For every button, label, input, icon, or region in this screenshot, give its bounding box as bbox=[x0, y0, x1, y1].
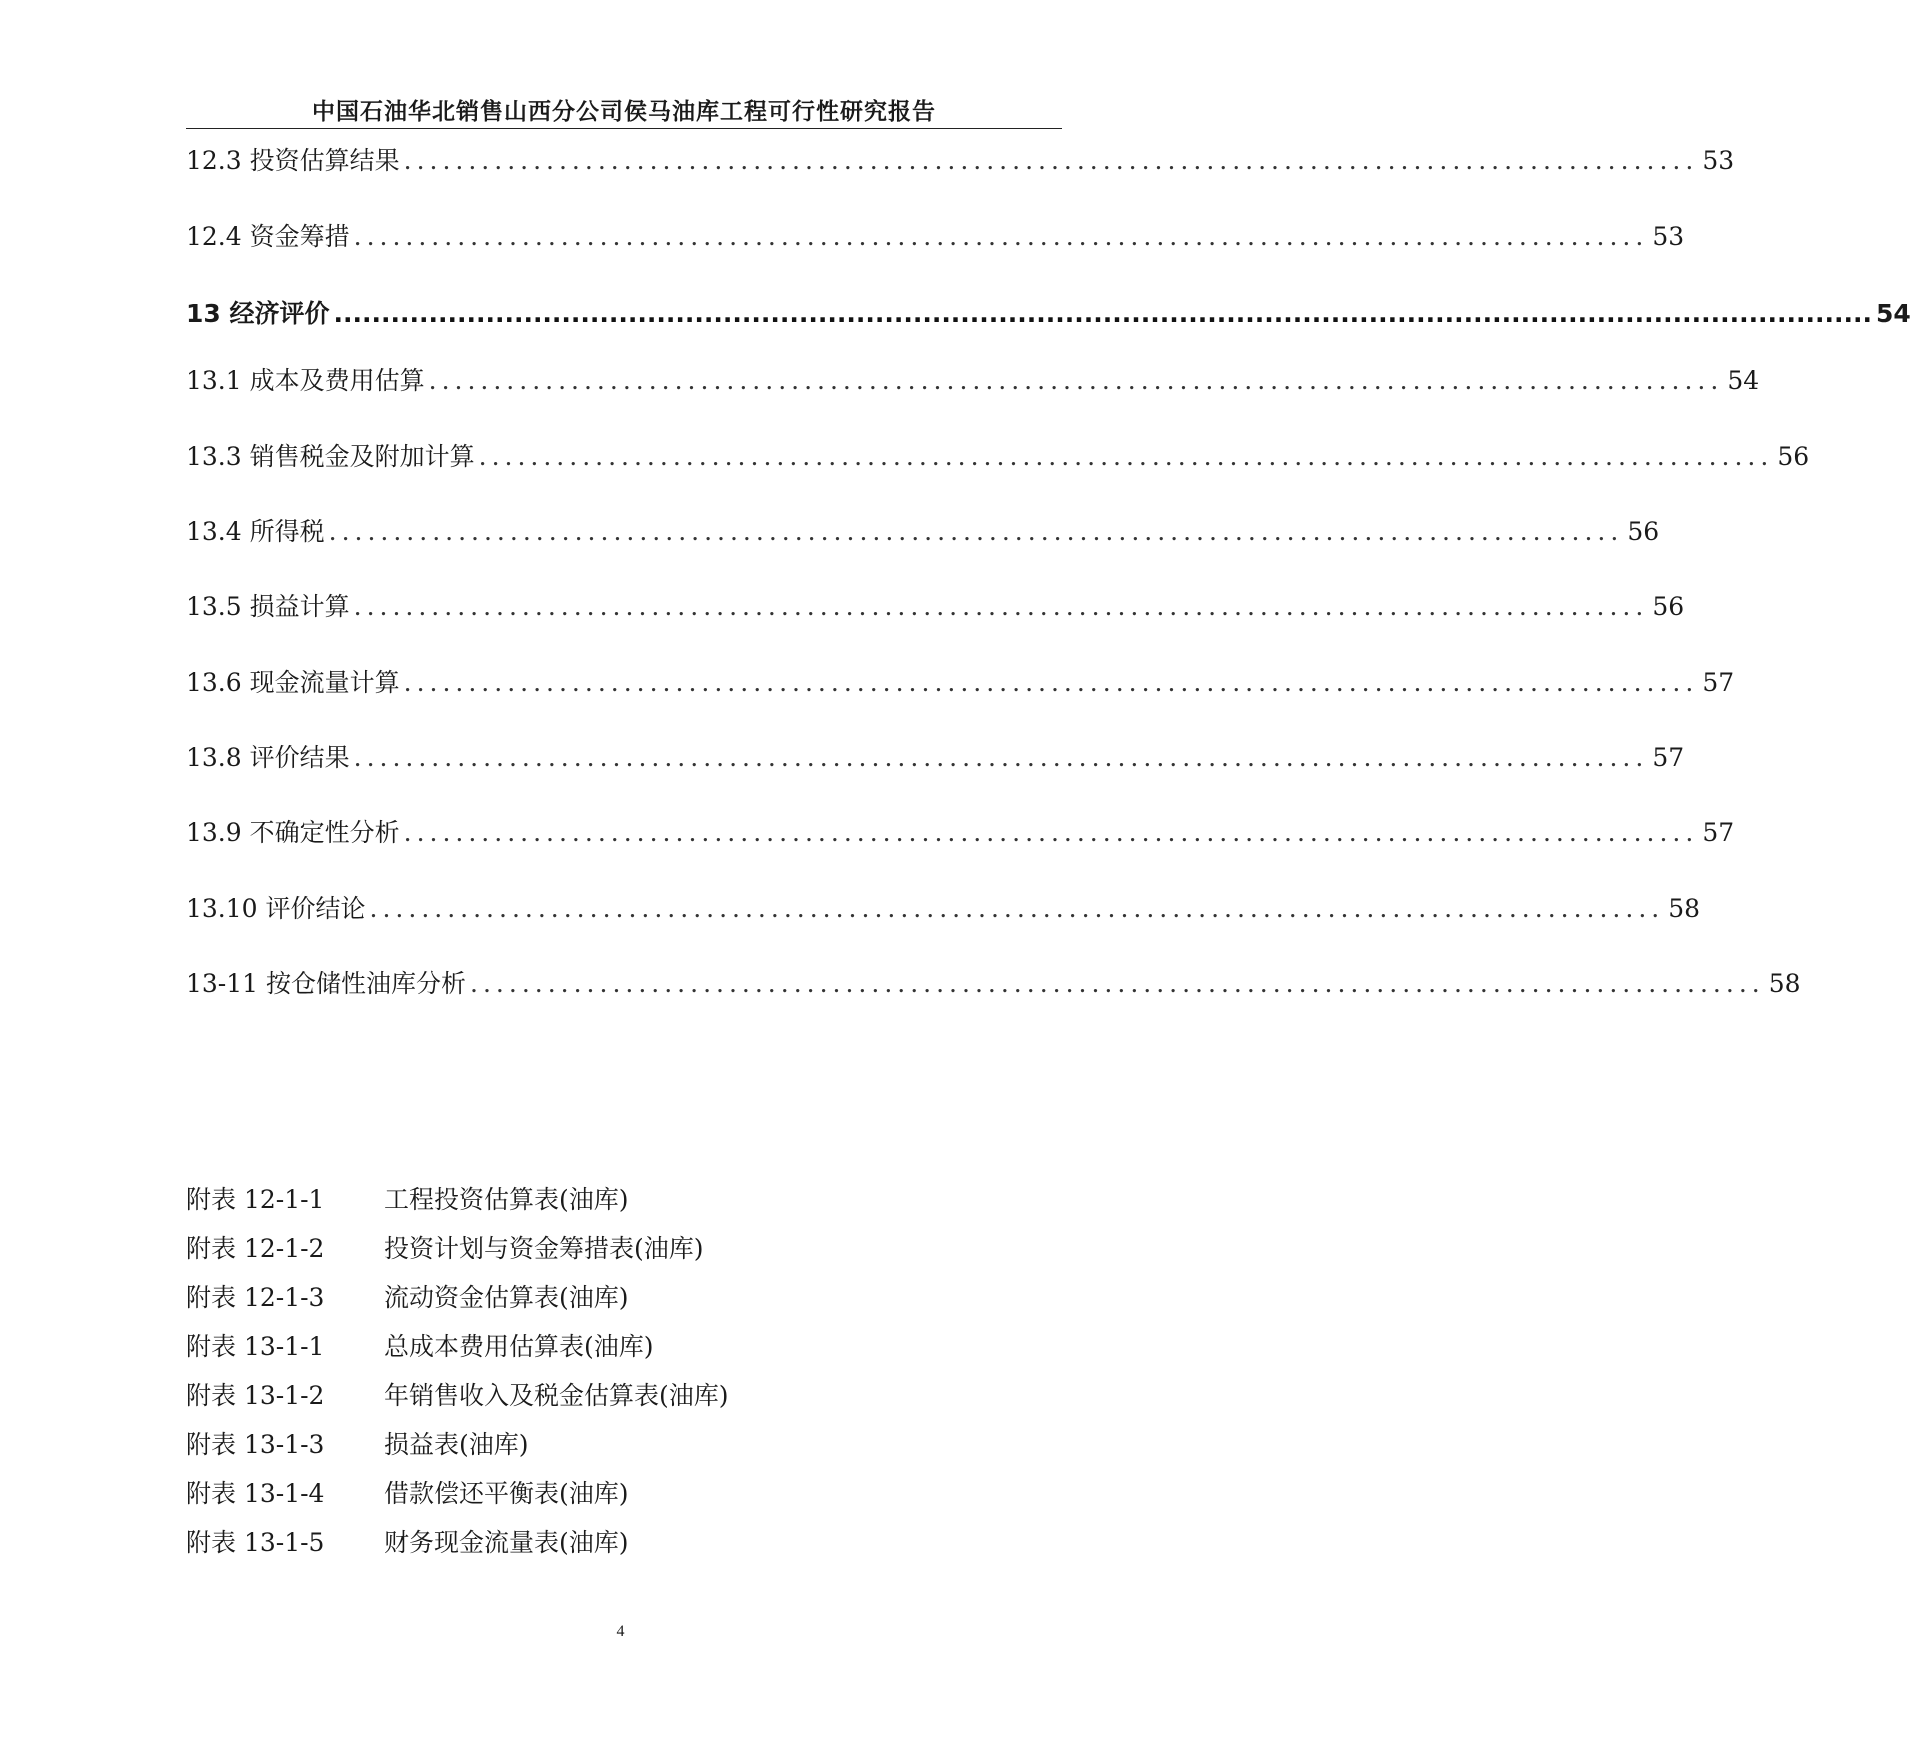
page-number: 4 bbox=[616, 1623, 625, 1640]
toc-entry-label: 13.6 现金流量计算 bbox=[186, 668, 400, 697]
toc-page-number: 58 bbox=[1768, 969, 1801, 998]
toc-page-number: 56 bbox=[1777, 442, 1810, 471]
toc-entry-13-10[interactable] bbox=[186, 893, 1701, 925]
toc-dot-leader: .................................................................................................... bbox=[403, 668, 1699, 697]
appendix-item bbox=[186, 1518, 1062, 1567]
toc-entry-label: 13.3 销售税金及附加计算 bbox=[186, 442, 475, 471]
appendix-item bbox=[186, 1371, 1062, 1420]
appendix-code: 附表 13-1-4 bbox=[186, 1479, 325, 1508]
toc-dot-leader: .................................................................................................... bbox=[353, 222, 1649, 251]
toc-entry-label: 12.4 资金筹措 bbox=[186, 222, 350, 251]
appendix-code: 附表 12-1-1 bbox=[186, 1185, 325, 1214]
toc-entry-label: 12.3 投资估算结果 bbox=[186, 146, 400, 175]
toc-dot-leader: .................................................................................................... bbox=[353, 743, 1649, 772]
toc-entry-13-11[interactable] bbox=[186, 968, 1801, 1000]
appendix-name: 工程投资估算表(油库) bbox=[384, 1185, 629, 1214]
toc-entry-label: 13.8 评价结果 bbox=[186, 743, 350, 772]
toc-entry-label: 13.1 成本及费用估算 bbox=[186, 366, 425, 395]
toc-page-number: 54 bbox=[1876, 299, 1911, 328]
appendix-item bbox=[186, 1469, 1062, 1518]
toc-page-number: 53 bbox=[1652, 222, 1685, 251]
toc-page-number: 57 bbox=[1702, 818, 1735, 847]
toc-entry-13-6[interactable] bbox=[186, 667, 1735, 699]
toc-dot-leader: .................................................................................................... bbox=[403, 146, 1699, 175]
appendix-name: 损益表(油库) bbox=[384, 1430, 529, 1459]
appendix-code: 附表 13-1-3 bbox=[186, 1430, 325, 1459]
toc-dot-leader: .................................................................................................... bbox=[353, 592, 1649, 621]
appendix-name: 总成本费用估算表(油库) bbox=[384, 1332, 654, 1361]
toc-page-number: 56 bbox=[1627, 517, 1660, 546]
toc-entry-label: 13.4 所得税 bbox=[186, 517, 325, 546]
appendix-item bbox=[186, 1224, 1062, 1273]
toc-entry-label: 13.5 损益计算 bbox=[186, 592, 350, 621]
toc-entry-13[interactable] bbox=[186, 298, 1911, 330]
appendix-code: 附表 13-1-5 bbox=[186, 1528, 325, 1557]
toc-page-number: 58 bbox=[1668, 894, 1701, 923]
toc-page-number: 57 bbox=[1652, 743, 1685, 772]
appendix-name: 投资计划与资金筹措表(油库) bbox=[384, 1234, 704, 1263]
appendix-name: 年销售收入及税金估算表(油库) bbox=[384, 1381, 729, 1410]
toc-dot-leader: .................................................................................................... bbox=[403, 818, 1699, 847]
appendix-item bbox=[186, 1420, 1062, 1469]
toc-dot-leader: .................................................................................................... bbox=[369, 894, 1665, 923]
appendix-code: 附表 12-1-3 bbox=[186, 1283, 325, 1312]
toc-dot-leader: .................................................................................................... bbox=[428, 366, 1724, 395]
toc-entry-13-8[interactable] bbox=[186, 742, 1685, 774]
toc-entry-label: 13 经济评价 bbox=[186, 299, 330, 328]
toc-page-number: 53 bbox=[1702, 146, 1735, 175]
appendix-name: 财务现金流量表(油库) bbox=[384, 1528, 629, 1557]
appendix-code: 附表 13-1-2 bbox=[186, 1381, 325, 1410]
toc-dot-leader: .................................................................................................................................................................. bbox=[333, 299, 1873, 328]
toc-entry-12-4[interactable] bbox=[186, 221, 1685, 253]
toc-page-number: 54 bbox=[1727, 366, 1760, 395]
toc-entry-13-3[interactable] bbox=[186, 441, 1810, 473]
header-divider bbox=[186, 128, 1062, 129]
toc-entry-13-5[interactable] bbox=[186, 591, 1685, 623]
appendix-item bbox=[186, 1175, 1062, 1224]
appendix-code: 附表 13-1-1 bbox=[186, 1332, 325, 1361]
toc-dot-leader: .................................................................................................... bbox=[478, 442, 1774, 471]
toc-entry-13-9[interactable] bbox=[186, 817, 1735, 849]
toc-entry-label: 13-11 按仓储性油库分析 bbox=[186, 969, 467, 998]
toc-entry-label: 13.10 评价结论 bbox=[186, 894, 366, 923]
toc-entry-12-3[interactable] bbox=[186, 145, 1735, 177]
appendix-code: 附表 12-1-2 bbox=[186, 1234, 325, 1263]
appendix-name: 借款偿还平衡表(油库) bbox=[384, 1479, 629, 1508]
toc-entry-13-1[interactable] bbox=[186, 365, 1760, 397]
appendix-name: 流动资金估算表(油库) bbox=[384, 1283, 629, 1312]
toc-entry-label: 13.9 不确定性分析 bbox=[186, 818, 400, 847]
header-title: 中国石油华北销售山西分公司侯马油库工程可行性研究报告 bbox=[312, 99, 936, 125]
toc-page-number: 56 bbox=[1652, 592, 1685, 621]
appendix-table-list bbox=[186, 1175, 1062, 1567]
appendix-item bbox=[186, 1273, 1062, 1322]
toc-dot-leader: .................................................................................................... bbox=[328, 517, 1624, 546]
appendix-item bbox=[186, 1322, 1062, 1371]
toc-page-number: 57 bbox=[1702, 668, 1735, 697]
toc-entry-13-4[interactable] bbox=[186, 516, 1660, 548]
toc-dot-leader: .................................................................................................... bbox=[470, 969, 1765, 998]
